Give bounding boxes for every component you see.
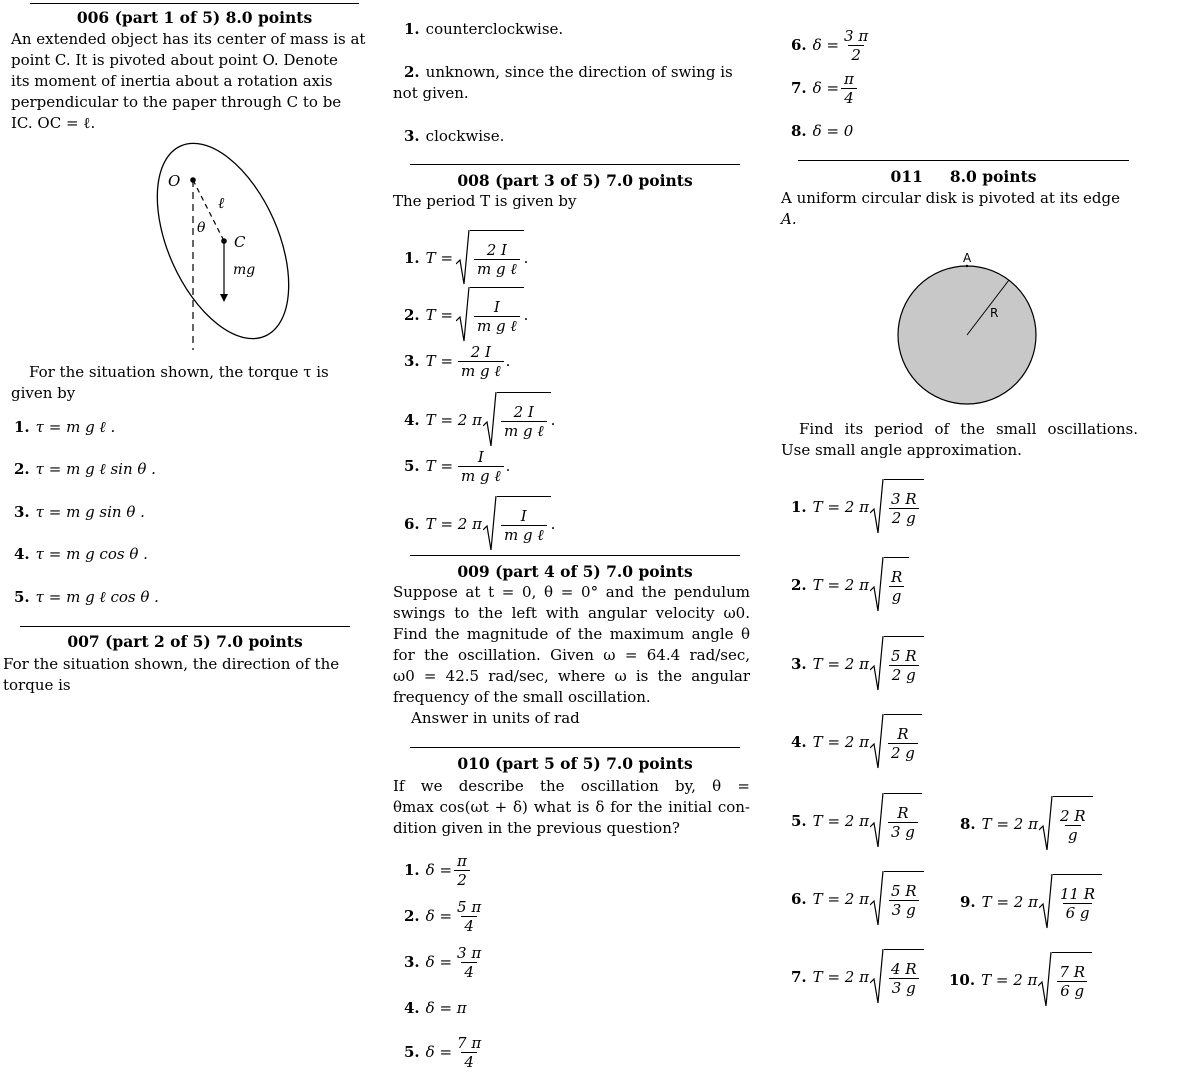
sqrt: $\frac{5 R}{2 g}$ bbox=[870, 636, 924, 692]
q010-choice-5[interactable]: 5. δ = $\frac{7 \pi}{4}$ bbox=[404, 1034, 482, 1071]
sqrt: $\frac{R}{2 g}$ bbox=[870, 714, 922, 770]
q006-intro bbox=[11, 29, 369, 134]
q006-prompt bbox=[11, 362, 369, 404]
sqrt: $\frac{7 R}{6 g}$ bbox=[1038, 952, 1092, 1008]
q008-choice-1[interactable]: 1. T = $\frac{2 I}{\text{m g ℓ}}$ . bbox=[404, 230, 528, 286]
pivot-point-a bbox=[966, 265, 968, 267]
q006-intro-line: perpendicular to the paper through C to be bbox=[11, 93, 342, 111]
q006-choice-1[interactable]: 1. τ = m g ℓ . bbox=[14, 418, 116, 436]
q011-header: 011 8.0 points bbox=[890, 167, 1037, 186]
pivot-point-o bbox=[190, 177, 196, 183]
q006-choice-3[interactable]: 3. τ = m g sin θ . bbox=[14, 503, 145, 521]
label-r: R bbox=[990, 306, 999, 320]
q011-choice-4[interactable]: 4. T = 2 π $\frac{R}{2 g}$ bbox=[791, 714, 922, 770]
sqrt: $\frac{2 I}{\text{m g ℓ}}$ bbox=[483, 392, 551, 448]
q007-prompt bbox=[3, 654, 363, 696]
disk-figure bbox=[890, 248, 1050, 408]
q011-prompt bbox=[781, 419, 1138, 461]
q011-choice-2[interactable]: 2. T = 2 π $\frac{R}{g}$ bbox=[791, 557, 909, 613]
sqrt: $\frac{I}{\text{m g ℓ}}$ bbox=[456, 287, 524, 343]
label-a: A bbox=[963, 251, 972, 265]
q010-choice-4[interactable]: 4. δ = π bbox=[404, 999, 467, 1017]
pendulum-figure bbox=[150, 140, 300, 352]
q010-text bbox=[393, 776, 750, 839]
q006-choice-5[interactable]: 5. τ = m g ℓ cos θ . bbox=[14, 588, 159, 606]
q006-intro-line: IC. OC = ℓ. bbox=[11, 114, 96, 132]
q006-choice-4[interactable]: 4. τ = m g cos θ . bbox=[14, 545, 148, 563]
q008-header: 008 (part 3 of 5) 7.0 points bbox=[457, 171, 693, 190]
q009-line: Suppose at t = 0, θ = 0° and the pendulum bbox=[393, 583, 750, 601]
sqrt: $\frac{4 R}{3 g}$ bbox=[870, 949, 924, 1005]
q010-choice-2[interactable]: 2. δ = $\frac{5 \pi}{4}$ bbox=[404, 898, 482, 935]
q008-choice-3[interactable]: 3. T = $\frac{2 I}{\text{m g ℓ}}$ . bbox=[404, 343, 511, 380]
q009-units: Answer in units of rad bbox=[411, 709, 580, 727]
q010-choice-1[interactable]: 1. δ = $\frac{\pi}{2}$ bbox=[404, 852, 472, 889]
q009-line: for the oscillation. Given ω = 64.4 rad/sec, bbox=[393, 646, 750, 664]
q011-choice-5[interactable]: 5. T = 2 π $\frac{R}{3 g}$ bbox=[791, 793, 922, 849]
sqrt: $\frac{11 R}{6 g}$ bbox=[1039, 874, 1102, 930]
q011-intro bbox=[781, 188, 1138, 230]
q006-prompt-line: For the situation shown, the torque τ is bbox=[29, 363, 329, 381]
q007-prompt-line: For the situation shown, the direction of the bbox=[3, 655, 340, 673]
q011-intro-line: A uniform circular disk is pivoted at its edge bbox=[781, 189, 1120, 207]
q009-line: ω0 = 42.5 rad/sec, where ω is the angular bbox=[393, 667, 750, 685]
sqrt: $\frac{2 R}{g}$ bbox=[1039, 796, 1093, 852]
sqrt: $\frac{2 I}{\text{m g ℓ}}$ bbox=[456, 230, 524, 286]
q006-prompt-line: given by bbox=[11, 384, 76, 402]
sqrt: $\frac{5 R}{3 g}$ bbox=[870, 871, 924, 927]
q009-line: Find the magnitude of the maximum angle θ bbox=[393, 625, 750, 643]
q008-choice-6[interactable]: 6. T = 2 π $\frac{I}{\text{m g ℓ}}$ . bbox=[404, 496, 555, 552]
q006-intro-line: point C. It is pivoted about point O. Denote bbox=[11, 51, 338, 69]
label-ell: ℓ bbox=[218, 194, 225, 212]
q011-choice-10[interactable]: 10. T = 2 π $\frac{7 R}{6 g}$ bbox=[949, 952, 1092, 1008]
q011-prompt-line: Use small angle approximation. bbox=[781, 441, 1022, 459]
q007-choice-1[interactable]: 1. counterclockwise. bbox=[404, 20, 564, 38]
q009-header: 009 (part 4 of 5) 7.0 points bbox=[457, 562, 693, 581]
q009-top-rule bbox=[410, 555, 740, 556]
q006-choice-2[interactable]: 2. τ = m g ℓ sin θ . bbox=[14, 460, 156, 478]
q011-choice-6[interactable]: 6. T = 2 π $\frac{5 R}{3 g}$ bbox=[791, 871, 924, 927]
q010-header: 010 (part 5 of 5) 7.0 points bbox=[457, 754, 693, 773]
sqrt: $\frac{I}{\text{m g ℓ}}$ bbox=[483, 496, 551, 552]
q009-text bbox=[393, 582, 750, 729]
sqrt: $\frac{R}{g}$ bbox=[870, 557, 909, 613]
label-o: O bbox=[168, 172, 181, 190]
label-c: C bbox=[234, 233, 246, 251]
q010-line: If we describe the oscillation by, θ = bbox=[393, 777, 750, 795]
q007-choice-2[interactable]: 2. unknown, since the direction of swing is not given. bbox=[393, 63, 733, 102]
q010-choice-6[interactable]: 6. δ = $\frac{3 \pi}{2}$ bbox=[791, 27, 869, 64]
q011-choice-7[interactable]: 7. T = 2 π $\frac{4 R}{3 g}$ bbox=[791, 949, 924, 1005]
q007-top-rule bbox=[20, 626, 350, 627]
q009-line: swings to the left with angular velocity ω0. bbox=[393, 604, 750, 622]
q006-intro-line: its moment of inertia about a rotation axis bbox=[11, 72, 333, 90]
q011-top-rule bbox=[798, 160, 1129, 161]
q010-line: θmax cos(ωt + δ) what is δ for the initial con- bbox=[393, 798, 750, 816]
q008-top-rule bbox=[410, 164, 740, 165]
q006-intro-line: An extended object has its center of mass is at bbox=[11, 30, 366, 48]
q008-choice-2[interactable]: 2. T = $\frac{I}{\text{m g ℓ}}$ . bbox=[404, 287, 528, 343]
label-theta: θ bbox=[197, 220, 206, 236]
q007-header: 007 (part 2 of 5) 7.0 points bbox=[67, 632, 303, 651]
q011-choice-9[interactable]: 9. T = 2 π $\frac{11 R}{6 g}$ bbox=[960, 874, 1102, 930]
weight-arrow-head bbox=[220, 294, 228, 302]
q010-choice-8[interactable]: 8. δ = 0 bbox=[791, 122, 854, 140]
q011-choice-3[interactable]: 3. T = 2 π $\frac{5 R}{2 g}$ bbox=[791, 636, 924, 692]
q010-choice-7[interactable]: 7. δ = $\frac{\pi}{4}$ bbox=[791, 70, 859, 107]
label-mg: mg bbox=[233, 262, 256, 278]
q008-choice-4[interactable]: 4. T = 2 π $\frac{2 I}{\text{m g ℓ}}$ . bbox=[404, 392, 555, 448]
q007-choice-3[interactable]: 3. clockwise. bbox=[404, 127, 505, 145]
sqrt: $\frac{3 R}{2 g}$ bbox=[870, 479, 924, 535]
q011-choice-8[interactable]: 8. T = 2 π $\frac{2 R}{g}$ bbox=[960, 796, 1093, 852]
sqrt: $\frac{R}{3 g}$ bbox=[870, 793, 922, 849]
q009-line: frequency of the small oscillation. bbox=[393, 688, 651, 706]
q010-line: dition given in the previous question? bbox=[393, 819, 680, 837]
q008-prompt: The period T is given by bbox=[393, 192, 577, 210]
q006-header: 006 (part 1 of 5) 8.0 points bbox=[76, 8, 313, 27]
q006-top-rule bbox=[30, 3, 359, 4]
q010-choice-3[interactable]: 3. δ = $\frac{3 \pi}{4}$ bbox=[404, 944, 482, 981]
q011-intro-line: A. bbox=[781, 210, 797, 228]
q011-choice-1[interactable]: 1. T = 2 π $\frac{3 R}{2 g}$ bbox=[791, 479, 924, 535]
q008-choice-5[interactable]: 5. T = $\frac{I}{\text{m g ℓ}}$ . bbox=[404, 448, 511, 485]
q011-prompt-line: Find its period of the small oscillations. bbox=[799, 420, 1138, 438]
q010-top-rule bbox=[410, 747, 740, 748]
q007-prompt-line: torque is bbox=[3, 676, 71, 694]
